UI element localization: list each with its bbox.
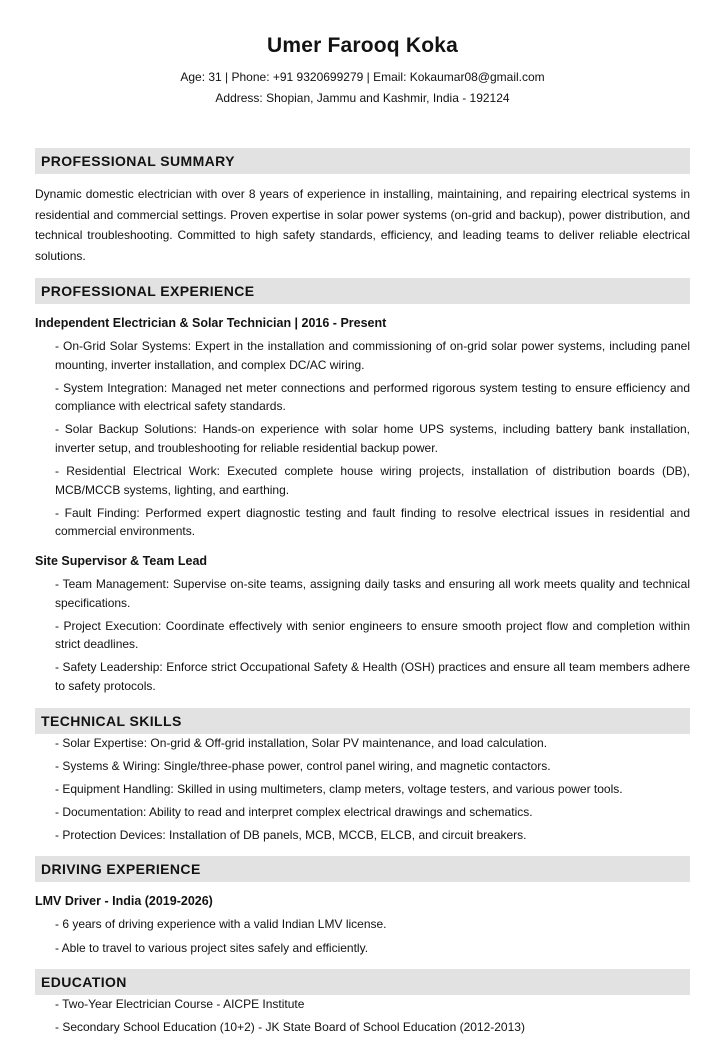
skill-bullet: - Protection Devices: Installation of DB panels, MCB, MCCB, ELCB, and circuit breakers.	[55, 827, 527, 842]
education-bullet: - Two-Year Electrician Course - AICPE Institute	[55, 997, 305, 1012]
driving-bullet: - 6 years of driving experience with a valid Indian LMV license.	[55, 917, 387, 932]
section-heading-education: EDUCATION	[35, 969, 690, 995]
skill-bullet: - Equipment Handling: Skilled in using multimeters, clamp meters, voltage testers, and various power tools.	[55, 781, 623, 796]
education-bullet: - Secondary School Education (10+2) - JK State Board of School Education (2012-2013)	[55, 1020, 525, 1035]
job-bullet: - Team Management: Supervise on-site teams, assigning daily tasks and ensuring all work meets quality and technical specifications.	[55, 576, 690, 610]
job-title: Independent Electrician & Solar Technician | 2016 - Present	[35, 316, 387, 330]
job-bullet-list	[35, 337, 690, 541]
contact-line-age-phone-email: Age: 31 | Phone: +91 9320699279 | Email: Kokaumar08@gmail.com	[180, 70, 545, 84]
job-bullet: - Safety Leadership: Enforce strict Occupational Safety & Health (OSH) practices and ensure all team members adhere to safety protocols.	[55, 660, 690, 693]
job-bullet: - System Integration: Managed net meter connections and performed rigorous system testing to ensure efficiency and compliance with electrical safety standards.	[55, 380, 690, 414]
section-heading-professional-experience: PROFESSIONAL EXPERIENCE	[35, 278, 690, 304]
skill-bullet: - Documentation: Ability to read and interpret complex electrical drawings and schematics.	[55, 804, 533, 819]
section-heading-technical-skills: TECHNICAL SKILLS	[35, 708, 690, 734]
job-bullet: - Residential Electrical Work: Executed complete house wiring projects, installation of distribution boards (DB), MCB/MCCB systems, lighting, and earthing.	[55, 464, 690, 497]
job-bullet-list	[35, 575, 690, 696]
contact-line-address: Address: Shopian, Jammu and Kashmir, India - 192124	[215, 91, 510, 105]
driving-bullet: - Able to travel to various project sites safely and efficiently.	[55, 940, 369, 955]
professional-summary-paragraph: Dynamic domestic electrician with over 8 years of experience in installing, maintaining, and repairing electrical systems in residential and commercial settings. Proven expertise in solar power systems (on-grid and backup), power distribution, and technical troubleshooting. Committed to high safety standards, efficiency, and leading teams to deliver reliable electrical solutions.	[35, 187, 690, 263]
resume-header	[35, 33, 690, 109]
job-bullet: - Solar Backup Solutions: Hands-on experience with solar home UPS systems, including battery bank installation, inverter setup, and troubleshooting for reliable residential backup power.	[55, 422, 690, 455]
job-title: Site Supervisor & Team Lead	[35, 553, 208, 568]
job-entry-electrician-solar-technician	[35, 315, 690, 541]
skills-bullet-list	[35, 734, 690, 845]
candidate-name: Umer Farooq Koka	[266, 34, 459, 57]
job-entry-lmv-driver	[35, 893, 690, 957]
section-heading-professional-summary: PROFESSIONAL SUMMARY	[35, 148, 690, 174]
job-bullet: - Project Execution: Coordinate effectively with senior engineers to ensure smooth project flow and completion within strict deadlines.	[55, 618, 690, 652]
section-heading-driving-experience: DRIVING EXPERIENCE	[35, 856, 690, 882]
job-title: LMV Driver - India (2019-2026)	[35, 894, 213, 909]
skill-bullet: - Solar Expertise: On-grid & Off-grid installation, Solar PV maintenance, and load calculation.	[55, 735, 548, 750]
job-bullet: - On-Grid Solar Systems: Expert in the installation and commissioning of on-grid solar power systems, including panel mounting, inverter installation, and complex DC/AC wiring.	[55, 339, 690, 372]
skill-bullet: - Systems & Wiring: Single/three-phase power, control panel wiring, and magnetic contactors.	[55, 758, 551, 773]
driving-bullet-list	[35, 915, 690, 957]
job-entry-site-supervisor	[35, 553, 690, 696]
education-bullet-list	[35, 995, 690, 1037]
job-bullet: - Fault Finding: Performed expert diagnostic testing and fault finding to resolve electrical issues in residential and commercial environments.	[55, 505, 690, 539]
contact-block	[35, 67, 690, 109]
